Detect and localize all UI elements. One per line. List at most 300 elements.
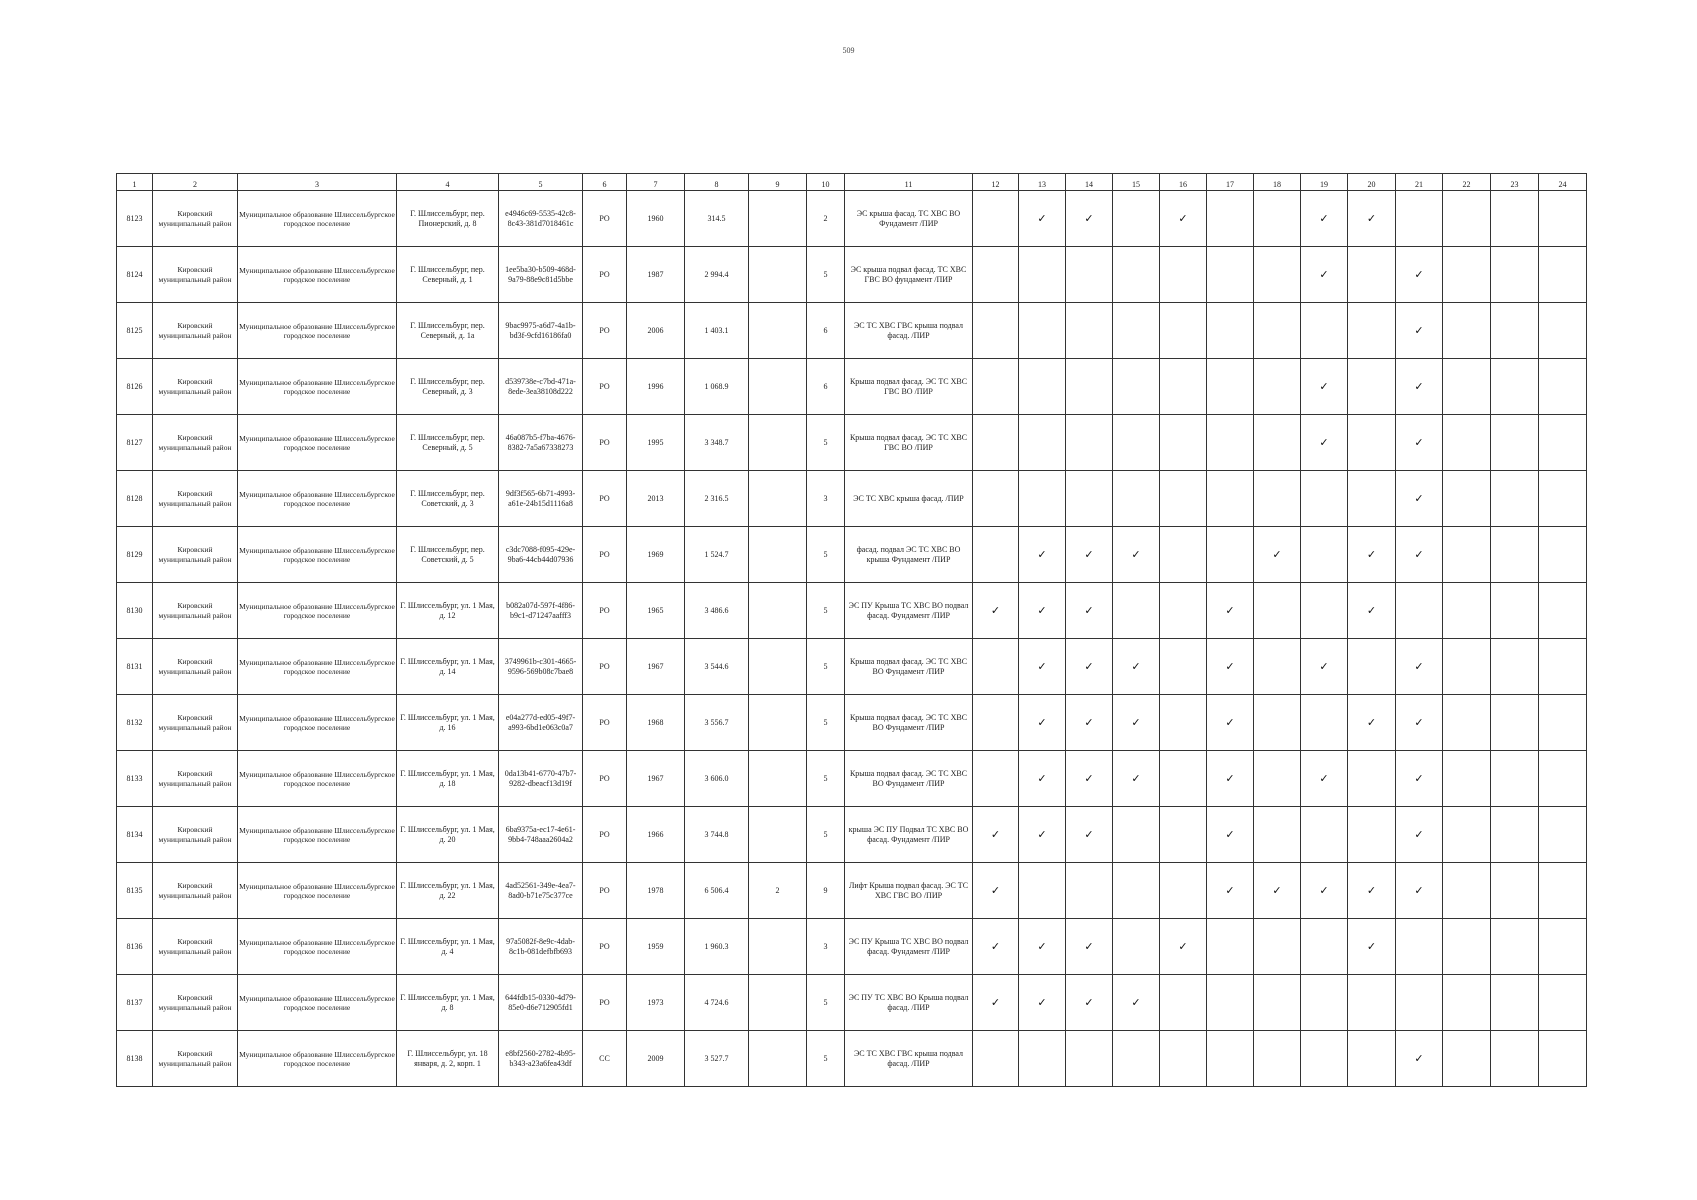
municipality-cell: Муниципальное образование Шлиссельбургское городское поселение [238,583,397,639]
checkmark-icon: ✓ [1178,939,1188,953]
work-flag-cell [1491,415,1539,471]
checkmark-icon: ✓ [1037,659,1047,673]
row-number-cell: 8129 [117,527,153,583]
column-9-cell [749,1031,807,1087]
column-number-header: 23 [1491,174,1539,191]
checkmark-icon: ✓ [1414,715,1424,729]
work-flag-cell [1160,471,1207,527]
column-number-header: 15 [1113,174,1160,191]
work-flag-cell [1348,695,1396,751]
work-flag-cell [1207,527,1254,583]
area-cell: 3 556.7 [685,695,749,751]
work-flag-cell [1491,695,1539,751]
work-flag-cell [1491,527,1539,583]
work-flag-cell [1160,303,1207,359]
work-flag-cell [1539,583,1587,639]
column-9-cell: 2 [749,863,807,919]
municipality-cell: Муниципальное образование Шлиссельбургское городское поселение [238,863,397,919]
row-number-cell: 8128 [117,471,153,527]
work-flag-cell [1066,303,1113,359]
municipality-cell: Муниципальное образование Шлиссельбургское городское поселение [238,527,397,583]
row-number-cell: 8133 [117,751,153,807]
column-9-cell [749,359,807,415]
work-flag-cell [1301,303,1348,359]
work-flag-cell [1113,751,1160,807]
work-flag-cell [1539,639,1587,695]
work-flag-cell [1254,303,1301,359]
municipality-cell: Муниципальное образование Шлиссельбургское городское поселение [238,919,397,975]
work-flag-cell [1254,247,1301,303]
work-flag-cell [1491,863,1539,919]
checkmark-icon: ✓ [1037,547,1047,561]
checkmark-icon: ✓ [1131,715,1141,729]
column-10-cell: 2 [807,191,845,247]
column-number-header: 22 [1443,174,1491,191]
works-list-cell: ЭС ПУ ТС ХВС ВО Крыша подвал фасад. /ПИР [845,975,973,1031]
district-cell: Кировский муниципальный район [153,415,238,471]
checkmark-icon: ✓ [1084,771,1094,785]
checkmark-icon: ✓ [1084,939,1094,953]
work-flag-cell [1348,639,1396,695]
district-cell: Кировский муниципальный район [153,639,238,695]
table-row [117,695,1587,751]
work-flag-cell [1066,1031,1113,1087]
column-number-header: 8 [685,174,749,191]
checkmark-icon: ✓ [1414,547,1424,561]
work-flag-cell [1301,471,1348,527]
ownership-type-cell: РО [583,359,627,415]
work-flag-cell [1443,583,1491,639]
work-flag-cell [1254,807,1301,863]
column-9-cell [749,639,807,695]
work-flag-cell [1019,807,1066,863]
checkmark-icon: ✓ [1131,771,1141,785]
checkmark-icon: ✓ [1414,435,1424,449]
work-flag-cell [973,807,1019,863]
work-flag-cell [1019,471,1066,527]
table-row [117,527,1587,583]
work-flag-cell [973,975,1019,1031]
ownership-type-cell: РО [583,751,627,807]
work-flag-cell [1348,863,1396,919]
table-row [117,303,1587,359]
work-flag-cell [1539,807,1587,863]
district-cell: Кировский муниципальный район [153,1031,238,1087]
address-cell: Г. Шлиссельбург, пер. Пионерский, д. 8 [397,191,499,247]
work-flag-cell [1539,527,1587,583]
district-cell: Кировский муниципальный район [153,471,238,527]
checkmark-icon: ✓ [1414,379,1424,393]
column-9-cell [749,919,807,975]
area-cell: 3 544.6 [685,639,749,695]
work-flag-cell [1443,639,1491,695]
work-flag-cell [1066,751,1113,807]
works-list-cell: ЭС ТС ХВС крыша фасад. /ПИР [845,471,973,527]
work-flag-cell [1539,415,1587,471]
checkmark-icon: ✓ [1319,435,1329,449]
checkmark-icon: ✓ [1037,939,1047,953]
row-number-cell: 8124 [117,247,153,303]
work-flag-cell [1113,359,1160,415]
column-10-cell: 9 [807,863,845,919]
municipality-cell: Муниципальное образование Шлиссельбургское городское поселение [238,639,397,695]
checkmark-icon: ✓ [1084,603,1094,617]
work-flag-cell [1113,303,1160,359]
checkmark-icon: ✓ [1319,771,1329,785]
row-number-cell: 8134 [117,807,153,863]
works-list-cell: Крыша подвал фасад. ЭС ТС ХВС ВО Фундамент /ПИР [845,695,973,751]
build-year-cell: 2009 [627,1031,685,1087]
work-flag-cell [1301,639,1348,695]
address-cell: Г. Шлиссельбург, ул. 1 Мая, д. 12 [397,583,499,639]
district-cell: Кировский муниципальный район [153,863,238,919]
table-row [117,919,1587,975]
work-flag-cell [1491,919,1539,975]
work-flag-cell [1066,527,1113,583]
building-guid-cell: b082a07d-597f-4f86-b9c1-d71247aafff3 [499,583,583,639]
work-flag-cell [1491,975,1539,1031]
address-cell: Г. Шлиссельбург, ул. 1 Мая, д. 18 [397,751,499,807]
work-flag-cell [1443,247,1491,303]
table-row [117,583,1587,639]
build-year-cell: 2006 [627,303,685,359]
row-number-cell: 8126 [117,359,153,415]
building-guid-cell: e4946c69-5535-42c8-8c43-381d7018461c [499,191,583,247]
work-flag-cell [1301,527,1348,583]
district-cell: Кировский муниципальный район [153,975,238,1031]
column-number-header: 17 [1207,174,1254,191]
table-row [117,471,1587,527]
area-cell: 3 606.0 [685,751,749,807]
work-flag-cell [1396,807,1443,863]
area-cell: 314.5 [685,191,749,247]
work-flag-cell [1254,583,1301,639]
column-number-header: 7 [627,174,685,191]
area-cell: 6 506.4 [685,863,749,919]
district-cell: Кировский муниципальный район [153,303,238,359]
work-flag-cell [1207,1031,1254,1087]
work-flag-cell [1207,191,1254,247]
area-cell: 4 724.6 [685,975,749,1031]
build-year-cell: 1959 [627,919,685,975]
column-9-cell [749,807,807,863]
checkmark-icon: ✓ [1272,547,1282,561]
work-flag-cell [1396,639,1443,695]
work-flag-cell [1491,247,1539,303]
checkmark-icon: ✓ [1366,715,1377,729]
work-flag-cell [1160,807,1207,863]
ownership-type-cell: РО [583,303,627,359]
column-number-header: 14 [1066,174,1113,191]
checkmark-icon: ✓ [1084,547,1094,561]
work-flag-cell [1160,639,1207,695]
column-10-cell: 5 [807,975,845,1031]
row-number-cell: 8137 [117,975,153,1031]
works-list-cell: ЭС крыша фасад. ТС ХВС ВО Фундамент /ПИР [845,191,973,247]
work-flag-cell [1443,303,1491,359]
work-flag-cell [1113,415,1160,471]
table-row [117,359,1587,415]
building-guid-cell: 97a5082f-8e9c-4dab-8c1b-081defbfb693 [499,919,583,975]
checkmark-icon: ✓ [1366,211,1377,225]
work-flag-cell [1254,527,1301,583]
checkmark-icon: ✓ [1084,211,1094,225]
column-10-cell: 5 [807,415,845,471]
work-flag-cell [1113,919,1160,975]
work-flag-cell [973,527,1019,583]
work-flag-cell [1254,415,1301,471]
district-cell: Кировский муниципальный район [153,695,238,751]
area-cell: 1 068.9 [685,359,749,415]
build-year-cell: 1995 [627,415,685,471]
work-flag-cell [973,471,1019,527]
column-number-header: 6 [583,174,627,191]
row-number-cell: 8136 [117,919,153,975]
work-flag-cell [1301,191,1348,247]
checkmark-icon: ✓ [1319,379,1329,393]
works-list-cell: Крыша подвал фасад. ЭС ТС ХВС ВО Фундамент /ПИР [845,639,973,695]
work-flag-cell [1301,415,1348,471]
column-10-cell: 5 [807,1031,845,1087]
work-flag-cell [1301,1031,1348,1087]
work-flag-cell [1396,919,1443,975]
checkmark-icon: ✓ [990,939,1001,953]
work-flag-cell [1254,471,1301,527]
build-year-cell: 1967 [627,639,685,695]
work-flag-cell [1113,975,1160,1031]
municipality-cell: Муниципальное образование Шлиссельбургское городское поселение [238,807,397,863]
work-flag-cell [1113,471,1160,527]
work-flag-cell [1160,583,1207,639]
municipality-cell: Муниципальное образование Шлиссельбургское городское поселение [238,751,397,807]
work-flag-cell [1491,639,1539,695]
municipality-cell: Муниципальное образование Шлиссельбургское городское поселение [238,471,397,527]
work-flag-cell [1396,583,1443,639]
column-9-cell [749,415,807,471]
column-number-header: 19 [1301,174,1348,191]
checkmark-icon: ✓ [1225,659,1235,673]
work-flag-cell [1019,919,1066,975]
works-list-cell: ЭС ТС ХВС ГВС крыша подвал фасад. /ПИР [845,1031,973,1087]
work-flag-cell [1301,583,1348,639]
address-cell: Г. Шлиссельбург, ул. 1 Мая, д. 20 [397,807,499,863]
building-guid-cell: 3749961b-c301-4665-9596-569b08c7bae8 [499,639,583,695]
municipality-cell: Муниципальное образование Шлиссельбургское городское поселение [238,1031,397,1087]
work-flag-cell [1254,191,1301,247]
work-flag-cell [1019,583,1066,639]
work-flag-cell [1019,695,1066,751]
checkmark-icon: ✓ [1037,211,1047,225]
checkmark-icon: ✓ [1225,883,1235,897]
work-flag-cell [1396,863,1443,919]
checkmark-icon: ✓ [1225,603,1235,617]
work-flag-cell [1301,247,1348,303]
ownership-type-cell: РО [583,247,627,303]
work-flag-cell [1396,191,1443,247]
work-flag-cell [1443,919,1491,975]
work-flag-cell [1066,863,1113,919]
work-flag-cell [1443,1031,1491,1087]
checkmark-icon: ✓ [1414,1051,1424,1065]
district-cell: Кировский муниципальный район [153,527,238,583]
address-cell: Г. Шлиссельбург, ул. 1 Мая, д. 14 [397,639,499,695]
column-number-header: 4 [397,174,499,191]
work-flag-cell [1348,303,1396,359]
address-cell: Г. Шлиссельбург, пер. Северный, д. 1а [397,303,499,359]
checkmark-icon: ✓ [1131,659,1141,673]
building-guid-cell: 6ba9375a-ec17-4e61-9bb4-748aaa2604a2 [499,807,583,863]
work-flag-cell [1396,471,1443,527]
work-flag-cell [1066,583,1113,639]
works-list-cell: Лифт Крыша подвал фасад. ЭС ТС ХВС ГВС ВО /ПИР [845,863,973,919]
work-flag-cell [1066,191,1113,247]
building-guid-cell: 9df3f565-6b71-4993-a61e-24b15d1116a8 [499,471,583,527]
column-9-cell [749,583,807,639]
work-flag-cell [1019,359,1066,415]
ownership-type-cell: СС [583,1031,627,1087]
work-flag-cell [1301,751,1348,807]
municipality-cell: Муниципальное образование Шлиссельбургское городское поселение [238,695,397,751]
work-flag-cell [1539,191,1587,247]
column-number-header: 9 [749,174,807,191]
work-flag-cell [1207,863,1254,919]
work-flag-cell [1443,975,1491,1031]
municipality-cell: Муниципальное образование Шлиссельбургское городское поселение [238,359,397,415]
work-flag-cell [1113,527,1160,583]
building-guid-cell: e8bf2560-2782-4b95-b343-a23a6fea43df [499,1031,583,1087]
work-flag-cell [1066,807,1113,863]
work-flag-cell [1113,807,1160,863]
checkmark-icon: ✓ [1084,715,1094,729]
district-cell: Кировский муниципальный район [153,751,238,807]
work-flag-cell [1539,695,1587,751]
work-flag-cell [1443,191,1491,247]
work-flag-cell [1443,863,1491,919]
work-flag-cell [1207,583,1254,639]
work-flag-cell [1539,863,1587,919]
work-flag-cell [1396,751,1443,807]
work-flag-cell [1443,527,1491,583]
work-flag-cell [1396,975,1443,1031]
table-row [117,863,1587,919]
table-row [117,191,1587,247]
work-flag-cell [1254,1031,1301,1087]
address-cell: Г. Шлиссельбург, пер. Северный, д. 5 [397,415,499,471]
building-guid-cell: c3dc7088-f095-429e-9ba6-44cb44d07936 [499,527,583,583]
works-list-cell: ЭС ТС ХВС ГВС крыша подвал фасад. /ПИР [845,303,973,359]
work-flag-cell [1066,359,1113,415]
column-number-header: 1 [117,174,153,191]
works-list-cell: Крыша подвал фасад. ЭС ТС ХВС ГВС ВО /ПИР [845,415,973,471]
build-year-cell: 1978 [627,863,685,919]
building-guid-cell: 644fdb15-0330-4d79-85e0-d6e712905fd1 [499,975,583,1031]
column-9-cell [749,751,807,807]
work-flag-cell [1396,303,1443,359]
checkmark-icon: ✓ [990,603,1001,617]
work-flag-cell [1301,975,1348,1031]
work-flag-cell [1113,1031,1160,1087]
checkmark-icon: ✓ [1414,883,1424,897]
work-flag-cell [1396,247,1443,303]
column-9-cell [749,191,807,247]
work-flag-cell [1491,807,1539,863]
work-flag-cell [1443,359,1491,415]
work-flag-cell [1019,247,1066,303]
column-number-header: 3 [238,174,397,191]
building-guid-cell: e04a277d-ed05-49f7-a993-6bd1e063c0a7 [499,695,583,751]
column-number-header: 18 [1254,174,1301,191]
ownership-type-cell: РО [583,975,627,1031]
municipality-cell: Муниципальное образование Шлиссельбургское городское поселение [238,191,397,247]
work-flag-cell [1160,1031,1207,1087]
column-number-header: 24 [1539,174,1587,191]
build-year-cell: 2013 [627,471,685,527]
row-number-cell: 8138 [117,1031,153,1087]
district-cell: Кировский муниципальный район [153,583,238,639]
checkmark-icon: ✓ [1084,827,1094,841]
work-flag-cell [1160,975,1207,1031]
work-flag-cell [1207,807,1254,863]
work-flag-cell [973,863,1019,919]
work-flag-cell [1160,191,1207,247]
ownership-type-cell: РО [583,807,627,863]
table-row [117,807,1587,863]
build-year-cell: 1996 [627,359,685,415]
work-flag-cell [1348,807,1396,863]
checkmark-icon: ✓ [1319,659,1329,673]
row-number-cell: 8131 [117,639,153,695]
address-cell: Г. Шлиссельбург, ул. 18 января, д. 2, корп. 1 [397,1031,499,1087]
work-flag-cell [1019,303,1066,359]
column-number-header: 16 [1160,174,1207,191]
work-flag-cell [1019,639,1066,695]
build-year-cell: 1987 [627,247,685,303]
checkmark-icon: ✓ [990,995,1001,1009]
checkmark-icon: ✓ [1084,659,1094,673]
column-number-header: 20 [1348,174,1396,191]
ownership-type-cell: РО [583,695,627,751]
work-flag-cell [1348,191,1396,247]
work-flag-cell [1491,471,1539,527]
work-flag-cell [1207,751,1254,807]
checkmark-icon: ✓ [1037,715,1047,729]
ownership-type-cell: РО [583,191,627,247]
checkmark-icon: ✓ [1414,267,1424,281]
work-flag-cell [1254,751,1301,807]
work-flag-cell [1443,415,1491,471]
area-cell: 3 527.7 [685,1031,749,1087]
table-row [117,751,1587,807]
works-list-cell: фасад. подвал ЭС ТС ХВС ВО крыша Фундамент /ПИР [845,527,973,583]
work-flag-cell [1113,863,1160,919]
checkmark-icon: ✓ [990,827,1001,841]
work-flag-cell [1207,359,1254,415]
work-flag-cell [973,191,1019,247]
checkmark-icon: ✓ [1272,883,1282,897]
checkmark-icon: ✓ [1414,491,1424,505]
work-flag-cell [1254,975,1301,1031]
work-flag-cell [1254,695,1301,751]
ownership-type-cell: РО [583,919,627,975]
work-flag-cell [1348,247,1396,303]
work-flag-cell [1207,471,1254,527]
work-flag-cell [1301,695,1348,751]
work-flag-cell [1160,751,1207,807]
work-flag-cell [1019,751,1066,807]
work-flag-cell [1348,919,1396,975]
work-flag-cell [1160,863,1207,919]
work-flag-cell [1019,191,1066,247]
